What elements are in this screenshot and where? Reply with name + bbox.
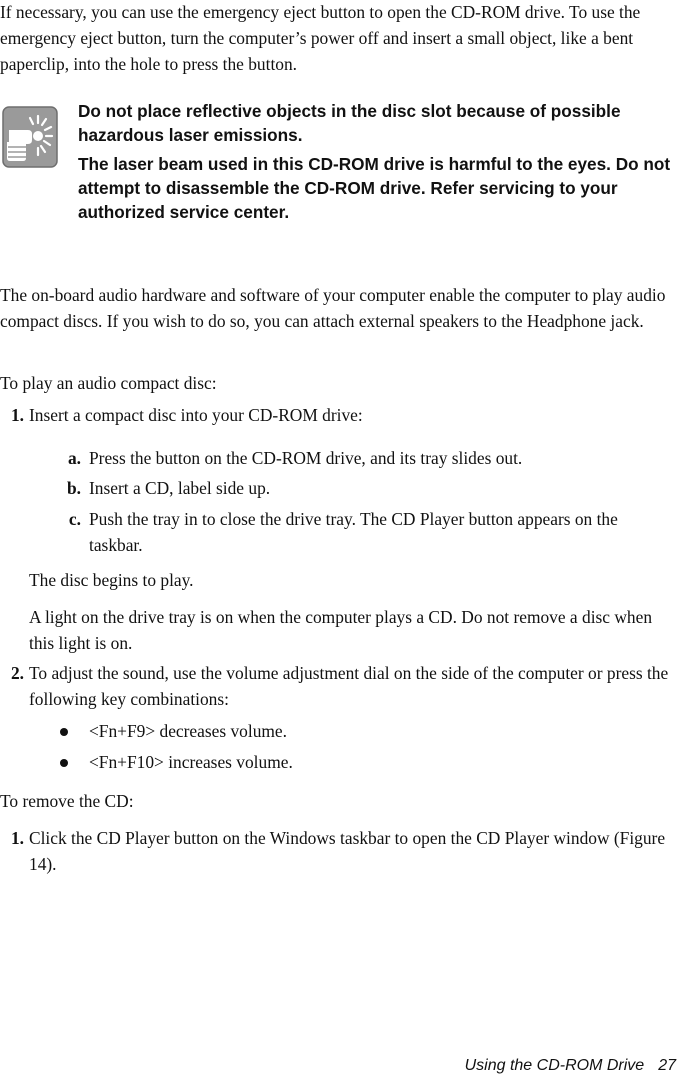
remove-cd-intro: To remove the CD:	[0, 791, 134, 811]
substep-letter: a.	[67, 448, 81, 468]
bullet-dot	[60, 759, 68, 767]
laser-warning	[0, 98, 682, 248]
bullet-text: <Fn+F9> decreases volume.	[89, 721, 287, 741]
warning-text	[78, 99, 682, 224]
drive-light-note: A light on the drive tray is on when the computer plays a CD. Do not remove a disc when this light is on.	[29, 607, 653, 653]
warning-reflective-objects: Do not place reflective objects in the disc slot because of possible hazardous laser emissions.	[78, 101, 621, 145]
disc-begins-note: The disc begins to play.	[29, 570, 194, 590]
emergency-eject-paragraph: If necessary, you can use the emergency eject button to open the CD-ROM drive. To use the emergency eject button, turn the computer’s power off and insert a small object, like a bent paperclip, into the hole to press the button.	[0, 2, 641, 74]
page-number: 27	[658, 1057, 676, 1074]
play-audio-intro: To play an audio compact disc:	[0, 373, 217, 393]
step-number: 2.	[10, 663, 24, 683]
substep-letter: c.	[68, 509, 81, 529]
laser-hazard-icon	[2, 106, 58, 168]
page-footer	[465, 1056, 676, 1076]
audio-hardware-paragraph: The on-board audio hardware and software of your computer enable the computer to play audio compact discs. If you wish to do so, you can attach external speakers to the Headphone jack.	[0, 285, 666, 331]
step-number: 1.	[10, 405, 24, 425]
step-text: To adjust the sound, use the volume adjustment dial on the side of the computer or press the following key combinations:	[29, 663, 669, 709]
bullet-dot	[60, 728, 68, 736]
step-text: Click the CD Player button on the Windows taskbar to open the CD Player window (Figure 14).	[29, 828, 666, 874]
warning-laser-beam: The laser beam used in this CD-ROM drive is harmful to the eyes. Do not attempt to disassemble the CD-ROM drive. Refer servicing to your authorized service center.	[78, 154, 671, 222]
substep-letter: b.	[66, 478, 81, 498]
footer-section-title: Using the CD-ROM Drive	[464, 1057, 645, 1074]
substep-text: Push the tray in to close the drive tray. The CD Player button appears on the taskbar.	[89, 509, 618, 555]
step-text: Insert a compact disc into your CD-ROM drive:	[29, 405, 363, 425]
step-number: 1.	[10, 828, 24, 848]
substep-text: Press the button on the CD-ROM drive, and its tray slides out.	[89, 448, 523, 468]
substep-text: Insert a CD, label side up.	[89, 478, 271, 498]
bullet-text: <Fn+F10> increases volume.	[89, 752, 293, 772]
